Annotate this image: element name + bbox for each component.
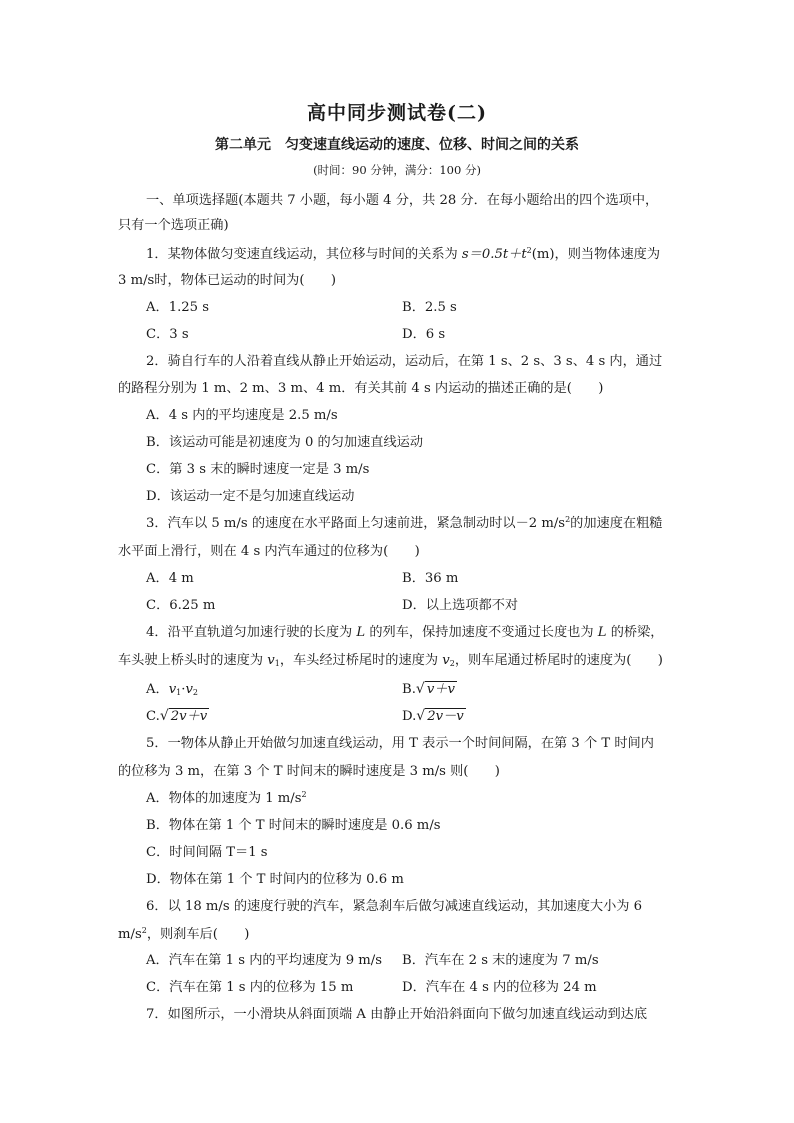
q4-v2-symbol: v [442,653,450,668]
q5-option-d: D．物体在第 1 个 T 时间内的位移为 0.6 m [146,872,404,887]
q4-text-c: 的桥梁， [606,625,664,640]
q3-stem-line2: 水平面上滑行，则在 4 s 内汽车通过的位移为( ) [118,544,420,559]
q4-option-a-label: A． [146,682,169,697]
q4-option-a-v1: v [168,682,177,697]
q4-length-symbol-2: L [597,625,607,640]
q3-option-a: A．4 m [146,571,194,586]
section-intro-line1: 一、单项选择题(本题共 7 小题，每小题 4 分，共 28 分．在每小题给出的四个选项中， [146,193,659,208]
q6-option-d: D．汽车在 4 s 内的位移为 24 m [402,980,597,995]
q4-text-f: ，则车尾通过桥尾时的速度为( ) [454,653,663,668]
q2-stem-line2: 的路程分别为 1 m、2 m、3 m、4 m．有关其前 4 s 内运动的描述正确的是( ) [118,381,604,396]
q1-option-c: C．3 s [146,327,189,342]
q4-stem-line1 [146,624,678,642]
sqrt-icon: √ [415,681,425,697]
q1-option-b: B．2.5 s [402,300,457,315]
q1-text-a: 1．某物体做匀变速直线运动，其位移与时间的关系为 [146,247,462,262]
q4-length-symbol: L [356,625,366,640]
q1-option-a: A．1.25 s [146,300,210,315]
q5-stem-line2: 的位移为 3 m，在第 3 个 T 时间末的瞬时速度是 3 m/s 则( ) [118,764,500,779]
q4-option-b [402,680,457,699]
q4-option-a-sub2: 2 [192,688,199,697]
q3-option-d: D．以上选项都不对 [402,598,519,613]
q3-exponent: 2 [565,515,571,524]
q6-text-a: m/s [118,927,142,942]
q2-option-d: D．该运动一定不是匀加速直线运动 [146,489,355,504]
q5-option-c: C．时间间隔 T＝1 s [146,845,268,860]
q4-option-b-radicand: v＋v [426,682,455,697]
q1-stem-line2: 3 m/s时，物体已运动的时间为( ) [118,273,337,288]
q7-stem-line1: 7．如图所示，一小滑块从斜面顶端 A 由静止开始沿斜面向下做匀加速直线运动到达底 [146,1007,648,1022]
section-intro-line2: 只有一个选项正确) [118,218,229,233]
q4-option-c-radicand: 2v＋v [170,709,208,724]
q4-option-a-v2: v [185,682,193,697]
q4-stem-line2 [118,652,678,670]
unit-number: 第二单元 [215,137,271,153]
q6-stem-line1: 6．以 18 m/s 的速度行驶的汽车，紧急刹车后做匀减速直线运动，其加速度大小为 6 [146,899,643,914]
q2-option-a: A．4 s 内的平均速度是 2.5 m/s [146,408,338,423]
q4-option-d [402,707,466,726]
q4-v2-subscript: 2 [449,659,455,668]
q2-stem-line1: 2．骑自行车的人沿着直线从静止开始运动，运动后，在第 1 s、2 s、3 s、4 s 内，通过 [146,354,663,369]
q2-option-b: B．该运动可能是初速度为 0 的匀加速直线运动 [146,435,424,450]
q6-exponent: 2 [141,926,147,935]
q5-option-a [146,790,307,808]
sqrt-icon: √ [416,708,426,724]
q1-text-b: (m)，则当物体速度为 [531,247,661,262]
q5-option-b: B．物体在第 1 个 T 时间末的瞬时速度是 0.6 m/s [146,818,441,833]
q6-option-b: B．汽车在 2 s 末的速度为 7 m/s [402,953,599,968]
q4-text-a: 4．沿平直轨道匀加速行驶的长度为 [146,625,357,640]
q3-stem-line1 [146,515,678,533]
q4-option-c-label: C. [146,709,160,724]
q4-v1-subscript: 1 [274,659,280,668]
q3-text-a: 3．汽车以 5 m/s 的速度在水平路面上匀速前进，紧急制动时以－2 m/s [146,516,566,531]
q3-text-b: 的加速度在粗糙 [570,516,663,531]
q1-option-d: D．6 s [402,327,446,342]
q6-text-b: ，则刹车后( ) [146,927,250,942]
unit-topic: 匀变速直线运动的速度、位移、时间之间的关系 [285,137,579,153]
q3-option-b: B．36 m [402,571,459,586]
q5-option-a-text: A．物体的加速度为 1 m/s [146,791,302,806]
page-title: 高中同步测试卷(二) [307,102,487,124]
q4-option-c [146,707,209,726]
q4-option-a [146,681,198,699]
sqrt-icon: √ [159,708,169,724]
q5-stem-line1: 5．一物体从静止开始做匀加速直线运动，用 T 表示一个时间间隔，在第 3 个 T 时间内 [146,736,654,751]
q6-stem-line2 [118,926,678,944]
q4-option-a-dot: · [181,682,186,697]
q1-exponent: 2 [526,246,532,255]
q4-option-d-radicand: 2v－v [427,709,464,724]
q4-v1-symbol: v [267,653,275,668]
q1-equation: s＝0.5t＋t [461,247,527,262]
q2-option-c: C．第 3 s 末的瞬时速度一定是 3 m/s [146,462,370,477]
q4-text-e: ，车头经过桥尾时的速度为 [279,653,443,668]
q4-option-b-label: B. [402,682,416,697]
exam-time-info: (时间：90 分钟，满分：100 分) [313,163,481,177]
q5-option-a-exponent: 2 [301,790,307,799]
q4-option-a-sub1: 1 [176,688,182,697]
unit-subtitle [0,134,794,154]
q4-text-d: 车头驶上桥头时的速度为 [118,653,268,668]
q3-option-c: C．6.25 m [146,598,216,613]
q1-stem-line1 [146,246,678,264]
q6-option-a: A．汽车在第 1 s 内的平均速度为 9 m/s [146,953,382,968]
q4-text-b: 的列车，保持加速度不变通过长度也为 [365,625,598,640]
q6-option-c: C．汽车在第 1 s 内的位移为 15 m [146,980,354,995]
q4-option-d-label: D. [402,709,417,724]
